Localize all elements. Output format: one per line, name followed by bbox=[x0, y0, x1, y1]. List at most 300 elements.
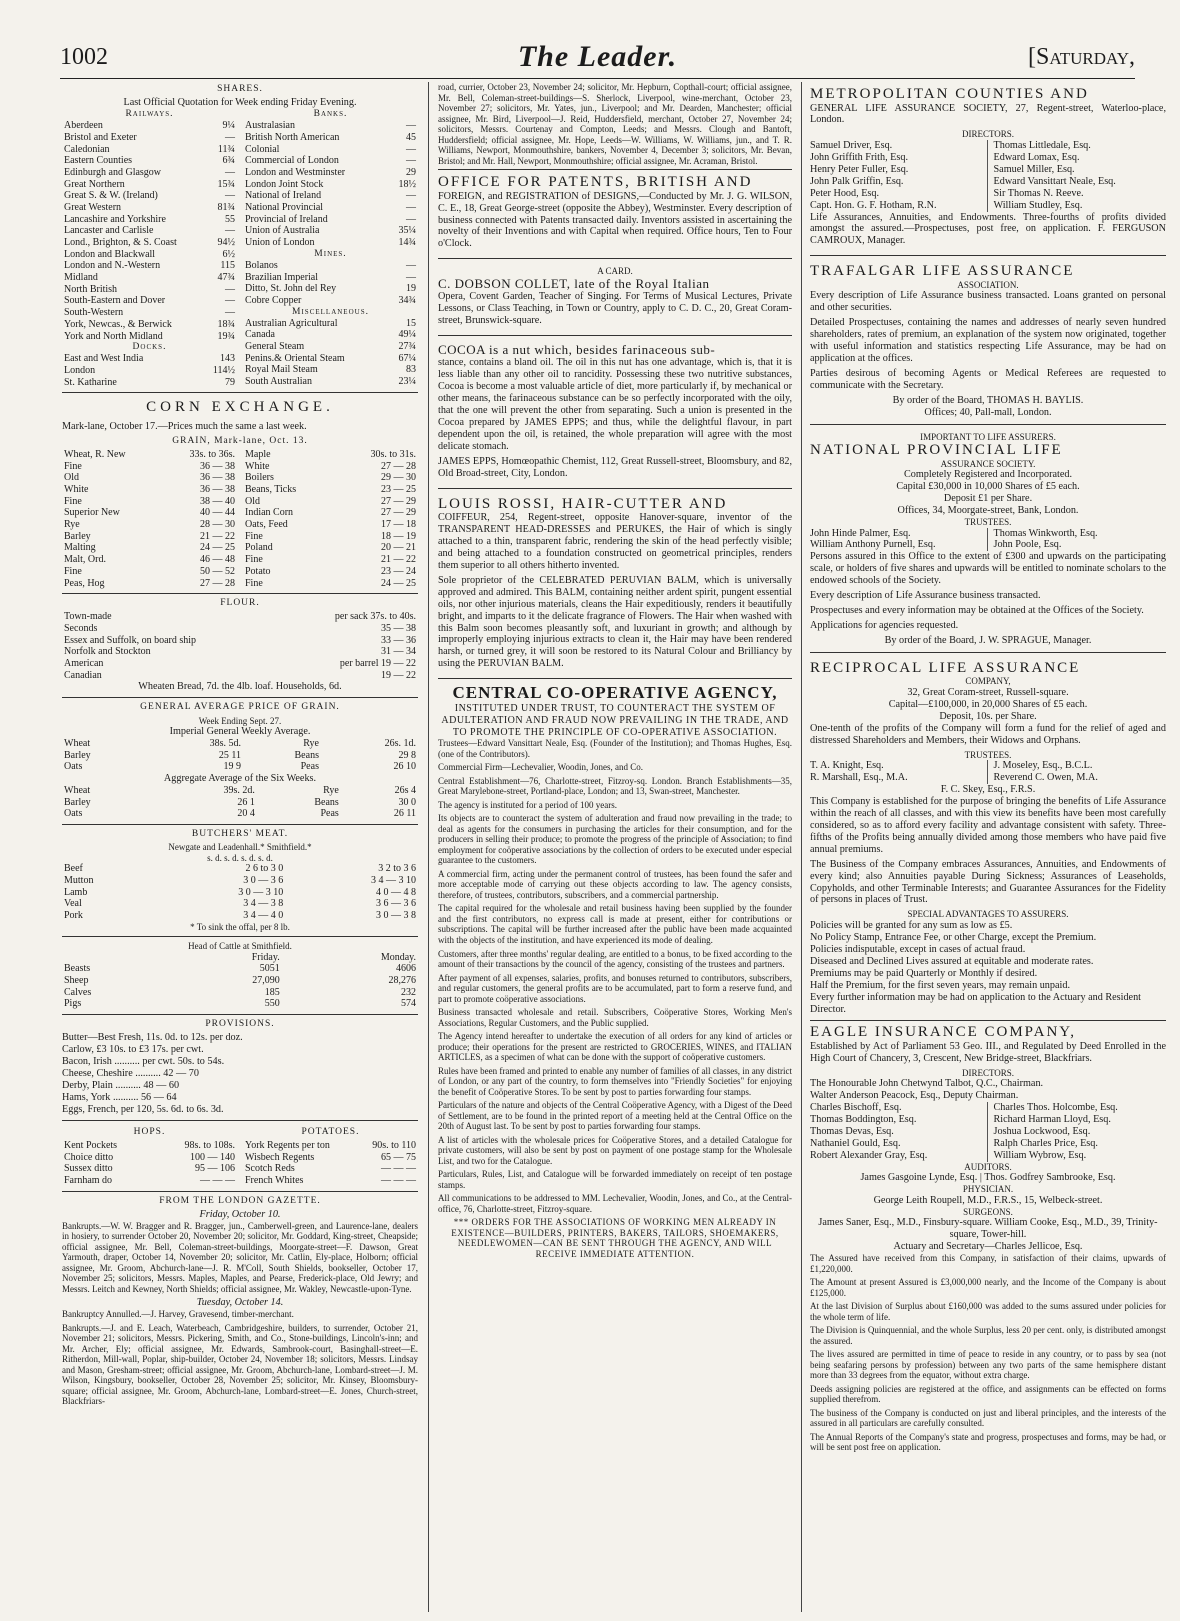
npl-line: Offices, 34, Moorgate-street, Bank, London. bbox=[897, 505, 1079, 517]
railway-share-cell: 18¾ bbox=[217, 318, 235, 330]
cocoa-title: COCOA is a nut which, besides farinaceous sub- bbox=[438, 341, 716, 357]
rossi-ad bbox=[438, 492, 792, 680]
cattle-count-row bbox=[62, 987, 418, 999]
railway-share-cell: 6½ bbox=[222, 248, 235, 260]
railway-share-cell: Midland bbox=[64, 272, 98, 284]
reciprocal-ad bbox=[810, 656, 1166, 1021]
grain-price-row bbox=[243, 496, 418, 508]
grain-price-cell: 36 — 38 bbox=[200, 460, 235, 472]
dock-share-cell: London bbox=[64, 365, 96, 377]
provision-line: Hams, York .......... 56 — 64 bbox=[62, 1091, 177, 1103]
coop-paragraph: Business transacted wholesale and retail. Subscribers, Coöperative Stores, Working Men's Associations, Regular Customers, and the Public supplied. bbox=[438, 1007, 792, 1028]
grain-price-cell: 36 — 38 bbox=[200, 484, 235, 496]
potato-price-row bbox=[243, 1175, 418, 1187]
grain-price-cell: 24 — 25 bbox=[200, 542, 235, 554]
grain-price-cell: 33s. to 36s. bbox=[189, 448, 235, 460]
weekly-average-cell: Rye bbox=[303, 737, 319, 749]
metro-director: Thomas Littledale, Esq. bbox=[993, 139, 1091, 151]
grain-price-cell: 27 — 28 bbox=[200, 577, 235, 589]
railway-share-row bbox=[62, 284, 237, 296]
misc-share-cell: General Steam bbox=[245, 341, 305, 353]
potato-price-cell: 65 — 75 bbox=[381, 1151, 416, 1163]
misc-share-cell: 15 bbox=[406, 317, 416, 329]
grain-table-left bbox=[62, 449, 237, 589]
eagle-auditors: James Gasgoine Lynde, Esq. | Thos. Godfrey Sambrooke, Esq. bbox=[860, 1172, 1116, 1184]
meat-note: * To sink the offal, per 8 lb. bbox=[190, 921, 290, 932]
reciprocal-trustee: R. Marshall, Esq., M.A. bbox=[810, 772, 908, 784]
bank-share-cell: National Provincial bbox=[245, 201, 324, 213]
misc-share-cell: 27¾ bbox=[398, 341, 416, 353]
card-text: Opera, Covent Garden, Teacher of Singing. For Terms of Musical Lectures, Private Lessons, or Class Teaching, in Town or Country, apply to C. D. C., 20, Great Coram-street, Brunswick-square. bbox=[438, 291, 792, 326]
misc-share-cell: 23¼ bbox=[398, 376, 416, 388]
railway-share-cell: London and N.-Western bbox=[64, 260, 161, 272]
railway-share-cell: North British bbox=[64, 283, 118, 295]
dock-share-row bbox=[62, 377, 237, 389]
reciprocal-advantage: Policies indisputable, except in cases of actual fraud. bbox=[810, 943, 1026, 955]
railway-share-row bbox=[62, 167, 237, 179]
column-3 bbox=[810, 82, 1166, 1456]
mine-share-row bbox=[243, 272, 418, 284]
gazette-friday: Friday, October 10. bbox=[199, 1208, 281, 1220]
railway-share-cell: — bbox=[225, 295, 235, 307]
bank-share-cell: 14¾ bbox=[398, 237, 416, 249]
flour-price-cell: 31 — 34 bbox=[381, 646, 416, 658]
railway-share-cell: Great S. & W. (Ireland) bbox=[64, 190, 158, 202]
misc-share-cell: 49¼ bbox=[398, 329, 416, 341]
grain-price-cell: 20 — 21 bbox=[381, 542, 416, 554]
coop-paragraph: Trustees—Edward Vansittart Neale, Esq. (Founder of the Institution); and Thomas Hughes, Esq. (one of the Contributors). bbox=[438, 738, 792, 759]
eagle-chair: The Honourable John Chetwynd Talbot, Q.C., Chairman. bbox=[810, 1078, 1044, 1090]
coop-ad bbox=[438, 683, 792, 1259]
grain-price-row bbox=[62, 542, 237, 554]
potato-price-cell: — — — bbox=[381, 1174, 416, 1186]
corn-intro: Mark-lane, October 17.—Prices much the same a last week. bbox=[62, 420, 307, 432]
cattle-count-cell: Beasts bbox=[64, 963, 91, 975]
banks-heading: Banks. bbox=[313, 109, 348, 120]
potato-price-row bbox=[243, 1140, 418, 1152]
npl-line: Capital £30,000 in 10,000 Shares of £5 each. bbox=[896, 481, 1080, 493]
provisions-list bbox=[62, 1032, 418, 1116]
railway-share-cell: South-Western bbox=[64, 307, 124, 319]
mine-share-cell: — bbox=[406, 259, 416, 271]
bank-share-row bbox=[243, 190, 418, 202]
hops-price-cell: Sussex ditto bbox=[64, 1163, 113, 1175]
avg-aggregate: Aggregate Average of the Six Weeks. bbox=[163, 773, 317, 785]
reciprocal-title: RECIPROCAL LIFE ASSURANCE bbox=[810, 659, 1081, 676]
eagle-paragraph: The Division is Quinquennial, and the whole Surplus, less 20 per cent. only, is distributed amongst the assured. bbox=[810, 1325, 1166, 1346]
cattle-heading: Head of Cattle at Smithfield. bbox=[188, 941, 292, 952]
npl-trustee: Thomas Winkworth, Esq. bbox=[993, 527, 1098, 539]
grain-price-row bbox=[243, 542, 418, 554]
dock-share-cell: 79 bbox=[225, 376, 235, 388]
grain-price-cell: Malting bbox=[64, 542, 96, 554]
meat-price-row bbox=[62, 887, 418, 899]
cattle-count-cell: 27,090 bbox=[252, 975, 280, 987]
misc-share-cell: 83 bbox=[406, 364, 416, 376]
bank-share-row bbox=[243, 225, 418, 237]
reciprocal-sub: COMPANY, bbox=[965, 676, 1011, 687]
bank-share-cell: British North American bbox=[245, 131, 340, 143]
grain-price-row bbox=[62, 496, 237, 508]
provisions-heading: PROVISIONS. bbox=[205, 1019, 275, 1030]
metro-title: METROPOLITAN COUNTIES AND bbox=[810, 86, 1089, 102]
meat-price-row bbox=[62, 910, 418, 922]
railway-share-cell: London and Blackwall bbox=[64, 248, 156, 260]
misc-heading: Miscellaneous. bbox=[292, 306, 369, 317]
grain-price-row bbox=[62, 461, 237, 473]
bank-share-cell: 45 bbox=[406, 131, 416, 143]
bank-share-cell: Union of Australia bbox=[245, 225, 320, 237]
grain-price-cell: Wheat, R. New bbox=[64, 448, 126, 460]
dock-share-cell: St. Katharine bbox=[64, 376, 117, 388]
reciprocal-trustees-head: TRUSTEES. bbox=[964, 749, 1012, 760]
flour-price-cell: Essex and Suffolk, on board ship bbox=[64, 634, 197, 646]
dock-share-cell: 143 bbox=[220, 353, 235, 365]
docks-heading: Docks. bbox=[132, 342, 167, 353]
grain-price-row bbox=[243, 461, 418, 473]
grain-price-cell: 21 — 22 bbox=[200, 530, 235, 542]
corn-heading: CORN EXCHANGE. bbox=[146, 399, 334, 416]
metro-director: Capt. Hon. G. F. Hotham, R.N. bbox=[810, 199, 937, 211]
hops-price-cell: Choice ditto bbox=[64, 1151, 114, 1163]
railway-share-cell: 55 bbox=[225, 213, 235, 225]
misc-share-row bbox=[243, 318, 418, 330]
meat-price-cell: Beef bbox=[64, 863, 83, 875]
bank-share-row bbox=[243, 132, 418, 144]
railway-share-cell: 6¾ bbox=[222, 155, 235, 167]
weekly-average-cell: Oats bbox=[64, 761, 83, 773]
eagle-director: Richard Harman Lloyd, Esq. bbox=[993, 1114, 1111, 1126]
hops-price-cell: 95 — 106 bbox=[195, 1163, 235, 1175]
flour-price-cell: Norfolk and Stockton bbox=[64, 646, 151, 658]
grain-price-cell: 40 — 44 bbox=[200, 507, 235, 519]
reciprocal-line: Deposit, 10s. per Share. bbox=[939, 710, 1037, 722]
provision-line: Eggs, French, per 120, 5s. 6d. to 6s. 3d. bbox=[62, 1103, 224, 1115]
eagle-director: Thomas Devas, Esq. bbox=[810, 1126, 894, 1138]
reciprocal-para: One-tenth of the profits of the Company will form a fund for the relief of aged and distressed Shareholders and Members, their Widows and Orphans. bbox=[810, 722, 1166, 746]
grain-price-cell: Old bbox=[64, 472, 79, 484]
grain-price-row bbox=[243, 554, 418, 566]
cattle-count-cell: 185 bbox=[264, 986, 280, 998]
grain-price-cell: 46 — 48 bbox=[200, 554, 235, 566]
bank-share-row bbox=[243, 120, 418, 132]
metro-director: Sir Thomas N. Reeve. bbox=[993, 187, 1084, 199]
six-week-average-cell: Beans bbox=[314, 796, 339, 808]
gazette-tuesday-text2: Bankrupts.—J. and E. Leach, Waterbeach, Cambridgeshire, builders, to surrender, October 21, November 21; solicitors, Messrs. Pickering, Smith, and Co., Stone-buildings, Lincoln's-inn; and Mr. Archer, Ely; official assignee, Mr. Edwards, Sambrook-court, Basinghall-street—E. Ritherdon, Mill-wall, Poplar, ship-builder, October 24, November 18; solicitors, Messrs. Lindsay and Mason, Gresham-street; official assignee, Mr. Groom, Abchurch-lane, Lombard-street—J. M. Wilson, Kingsbury, bookseller, October 28, November 25; solicitor, Mr. Kinsey, Bloomsbury-square; official assignee, Mr. Groom, Abchurch-lane, Lombard-street—E. Jones, Church-street, Blackfriars- bbox=[62, 1322, 418, 1407]
railway-share-row bbox=[62, 190, 237, 202]
hops-heading: HOPS. bbox=[133, 1126, 166, 1137]
railway-share-cell: 15¾ bbox=[217, 178, 235, 190]
patents-text: FOREIGN, and REGISTRATION of DESIGNS,—Conducted by Mr. J. G. WILSON, C. E., 18, Great George-street (opposite the Abbey), Westminster. Every description of business connected with Patents transacted daily. Inventors assisted in ascertaining the novelty of their Inventions and with Capital when required. Office hours, Ten to Four o'Clock. bbox=[438, 190, 792, 250]
npl-paragraph: Persons assured in this Office to the extent of £300 and upwards on the participating scale, or holders of five shares and upwards will be entitled to nominate scholars to the endowed schools of the Society. bbox=[810, 551, 1166, 587]
misc-share-cell: Australian Agricultural bbox=[245, 317, 338, 329]
weekly-average-cell: 19 9 bbox=[223, 761, 242, 773]
railway-share-row bbox=[62, 295, 237, 307]
eagle-ad bbox=[810, 1024, 1166, 1452]
hops-price-row bbox=[62, 1152, 237, 1164]
page-number: 1002 bbox=[60, 44, 108, 70]
gazette-tuesday: Tuesday, October 14. bbox=[196, 1297, 284, 1309]
mine-share-cell: 34¾ bbox=[398, 294, 416, 306]
eagle-paragraph: The Amount at present Assured is £3,000,000 nearly, and the Income of the Company is about £125,000. bbox=[810, 1277, 1166, 1298]
coop-paragraph: A list of articles with the wholesale prices for Coöperative Stores, and a detailed Catalogue for private customers, will also be sent by post on payment of one postage stamp for the Wholesale List, and two for the Catalogue. bbox=[438, 1134, 792, 1166]
grain-price-cell: Superior New bbox=[64, 507, 120, 519]
npl-trustee: John Hinde Palmer, Esq. bbox=[810, 527, 911, 539]
coop-paragraph: The capital required for the wholesale and retail business having been supplied by the founder and the first contributors, no express call is made at present, either for contributions or subscriptions. The capital will be further increased after the public have been made acquainted with the objects of the institution, and have experienced its mode of dealing. bbox=[438, 903, 792, 945]
avg-imperial: Imperial General Weekly Average. bbox=[169, 726, 311, 738]
meat-price-cell: 3 0 — 3 8 bbox=[376, 909, 416, 921]
railway-share-cell: Lond., Brighton, & S. Coast bbox=[64, 237, 177, 249]
eagle-title: EAGLE INSURANCE COMPANY, bbox=[810, 1024, 1076, 1041]
eagle-paragraph: The Assured have received from this Company, in satisfaction of their claims, upwards of £1,220,000. bbox=[810, 1253, 1166, 1274]
misc-table bbox=[243, 318, 418, 388]
meat-price-cell: 3 2 to 3 6 bbox=[378, 863, 416, 875]
reciprocal-line: 32, Great Coram-street, Russell-square. bbox=[907, 686, 1069, 698]
npl-sub: ASSURANCE SOCIETY. bbox=[940, 458, 1036, 469]
cattle-header-row bbox=[62, 952, 418, 964]
potato-price-cell: York Regents per ton bbox=[245, 1139, 330, 1151]
column-1 bbox=[62, 82, 418, 1410]
weekly-average-cell: 26 10 bbox=[393, 761, 416, 773]
npl-line: Deposit £1 per Share. bbox=[943, 493, 1033, 505]
trafalgar-paragraph: Detailed Prospectuses, containing the names and addresses of nearly seven hundred shareholders, rates of premium, an explanation of the system now originated, together with useful information and statistics respecting Life Assurance, may be had on application at the offices. bbox=[810, 317, 1166, 365]
railway-share-row bbox=[62, 260, 237, 272]
cattle-count-cell: 4606 bbox=[396, 963, 416, 975]
provision-line: Cheese, Cheshire .......... 42 — 70 bbox=[62, 1068, 199, 1079]
eagle-text: Established by Act of Parliament 53 Geo. III., and Regulated by Deed Enrolled in the High Court of Chancery, 3, Crescent, New Bridge-street, Blackfriars. bbox=[810, 1040, 1166, 1064]
six-week-average-cell: 26s 4 bbox=[394, 784, 416, 796]
six-week-average-row bbox=[62, 785, 418, 797]
reciprocal-paragraph: The Business of the Company embraces Assurances, Annuities, and Endowments of every kind; also Annuities payable During Sickness; Assurances of Leaseholds, Copyholds, and other Terminable Interests; and Guarantee Assurances for the Fidelity of persons in places of Trust. bbox=[810, 858, 1166, 906]
grain-price-cell: 50 — 52 bbox=[200, 565, 235, 577]
meat-price-cell: 3 4 — 3 8 bbox=[243, 898, 284, 910]
railway-share-cell: South-Eastern and Dover bbox=[64, 295, 166, 307]
bread-price: Wheaten Bread, 7d. the 4lb. loaf. Households, 6d. bbox=[138, 681, 342, 693]
mine-share-cell: Brazilian Imperial bbox=[245, 271, 319, 283]
flour-price-row bbox=[62, 658, 418, 670]
misc-share-row bbox=[243, 364, 418, 376]
weekly-average-row bbox=[62, 761, 418, 773]
weekly-average-row bbox=[62, 738, 418, 750]
eagle-director: Joshua Lockwood, Esq. bbox=[993, 1126, 1091, 1138]
grain-price-cell: Oats, Feed bbox=[245, 519, 288, 531]
railways-heading: Railways. bbox=[125, 109, 174, 120]
grain-price-cell: Peas, Hog bbox=[64, 577, 105, 589]
reciprocal-trustee: J. Moseley, Esq., B.C.L. bbox=[993, 760, 1093, 772]
flour-heading: FLOUR. bbox=[220, 598, 260, 609]
six-week-average-cell: 26 11 bbox=[393, 808, 416, 820]
railway-share-cell: Eastern Counties bbox=[64, 155, 133, 167]
eagle-paragraph: The business of the Company is conducted on just and liberal principles, and the interests of the assured in all particulars are carefully consulted. bbox=[810, 1407, 1166, 1429]
six-week-average-cell: 20 4 bbox=[237, 808, 255, 820]
railway-share-row bbox=[62, 132, 237, 144]
mine-share-row bbox=[243, 283, 418, 295]
railway-share-row bbox=[62, 225, 237, 237]
weekly-average-cell: Peas bbox=[300, 761, 319, 773]
meat-price-cell: 3 0 — 3 6 bbox=[243, 874, 284, 886]
eagle-deputy: Walter Anderson Peacock, Esq., Deputy Chairman. bbox=[810, 1090, 1019, 1102]
trafalgar-office: Offices; 40, Pall-mall, London. bbox=[924, 406, 1052, 418]
flour-price-cell: per barrel 19 — 22 bbox=[339, 658, 416, 670]
six-week-average-cell: Wheat bbox=[64, 784, 91, 796]
shares-tables bbox=[62, 109, 418, 388]
railway-share-cell: 94½ bbox=[217, 237, 235, 249]
railway-share-row bbox=[62, 319, 237, 331]
railway-share-row bbox=[62, 249, 237, 261]
metro-director: Edward Vansittart Neale, Esq. bbox=[993, 175, 1116, 187]
railway-share-row bbox=[62, 331, 237, 343]
potato-price-cell: Wisbech Regents bbox=[245, 1151, 315, 1163]
provision-line: Carlow, £3 10s. to £3 17s. per cwt. bbox=[62, 1044, 204, 1056]
rossi-text2: Sole proprietor of the CELEBRATED PERUVIAN BALM, which is universally approved and admired. This BALM, containing neither ardent spirit, pungent essential oils, nor other injurious materials, cleans the Hair expeditiously, renders it beautifully bright, and imparts to it the delicate fragrance of Flowers. The Hair when washed with this Balm soon becomes pleasantly soft, and luxuriant in growth; and although by improperly employing injurious extracts to clean it, the Hair may have been rendered harsh, or turned grey, it will soon be restored to its Natural Colour and Brilliancy by using the PERUVIAN BALM. bbox=[438, 574, 792, 670]
grain-price-cell: White bbox=[245, 460, 270, 472]
shares-heading: SHARES. bbox=[217, 84, 263, 94]
npl-trustees-head: TRUSTEES. bbox=[964, 517, 1012, 527]
bank-share-row bbox=[243, 179, 418, 191]
grain-price-cell: White bbox=[64, 484, 89, 496]
metro-ad bbox=[810, 82, 1166, 256]
railway-share-cell: 19¾ bbox=[217, 330, 235, 342]
weekly-average-cell: Barley bbox=[64, 749, 91, 761]
grain-price-cell: 18 — 19 bbox=[381, 530, 416, 542]
grain-price-cell: Boilers bbox=[245, 472, 274, 484]
hops-price-cell: — — — bbox=[200, 1174, 235, 1186]
misc-share-row bbox=[243, 353, 418, 365]
eagle-physician: George Leith Roupell, M.D., F.R.S., 15, Welbeck-street. bbox=[873, 1194, 1103, 1206]
newspaper-title: The Leader. bbox=[517, 40, 678, 73]
metro-director: John Griffith Frith, Esq. bbox=[810, 151, 909, 163]
cattle-count-cell: 5051 bbox=[259, 963, 280, 975]
bank-share-row bbox=[243, 202, 418, 214]
eagle-director: Thomas Boddington, Esq. bbox=[810, 1114, 917, 1126]
six-week-average-cell: 30 0 bbox=[398, 796, 416, 808]
eagle-paragraph: Deeds assigning policies are registered at the office, and assignments can be effected on forms supplied therefrom. bbox=[810, 1383, 1166, 1405]
railway-share-cell: Great Northern bbox=[64, 178, 125, 190]
rossi-text: COIFFEUR, 254, Regent-street, opposite Hanover-square, inventor of the TRANSPARENT HEAD-DRESSES and PERUKES, the Hair of which is singly attached to a thin, transparent fabric, rendering the skin of the head perfectly visible; and being attached to a foundation constructed on geometrical principles, renders them superior to all others hitherto invented. bbox=[438, 512, 792, 571]
cattle-table bbox=[62, 952, 418, 1010]
flour-price-row bbox=[62, 623, 418, 635]
patents-ad bbox=[438, 169, 792, 259]
eagle-auditors-head: AUDITORS. bbox=[964, 1161, 1012, 1172]
flour-table bbox=[62, 611, 418, 681]
trafalgar-title: TRAFALGAR LIFE ASSURANCE bbox=[810, 263, 1075, 280]
meat-units: s. d. s. d. s. d. s. d. bbox=[207, 852, 273, 863]
railway-share-cell: — bbox=[225, 283, 235, 295]
bank-share-cell: 29 bbox=[406, 166, 416, 178]
cattle-count-row bbox=[62, 998, 418, 1010]
potatoes-table bbox=[243, 1140, 418, 1187]
gazette-friday-text: Bankrupts.—W. W. Bragger and R. Bragger, jun., Camberwell-green, and Laurence-lane, dealers in hosiery, to surrender October 20, November 20; solicitor, Mr. Goddard, King-street, Cheapside; official assignee, Mr. Bell, Coleman-street-buildings, Moorgate-street—F. Dawson, Great Yarmouth, draper, October 14, November 20; solicitor, Mr. Catlin, Ely-place, Holborn; official assignee, Mr. Groom, Abchurch-lane—J. R. M'Coll, South Shields, bookseller, October 17, November 25; solicitors, Messrs. Maples, Maples, and Pearse, Frederick-place, Old Jewry; and Messrs. Leitch and Kewney, North Shields; official assignee, Mr. Wakley, Newcastle-upon-Tyne. bbox=[62, 1220, 418, 1294]
reciprocal-advantage: Every further information may be had on application to the Actuary and Resident Director. bbox=[810, 991, 1141, 1015]
grain-price-cell: 23 — 24 bbox=[381, 565, 416, 577]
weekly-average-cell: Beans bbox=[294, 749, 319, 761]
coop-paragraphs bbox=[438, 738, 792, 1214]
bank-share-cell: — bbox=[406, 155, 416, 167]
railway-share-cell: 9¼ bbox=[222, 120, 235, 132]
column-rule bbox=[801, 82, 802, 1612]
coop-paragraph: Commercial Firm—Lechevalier, Woodin, Jones, and Co. bbox=[438, 762, 643, 773]
grain-price-cell: Poland bbox=[245, 542, 273, 554]
dock-share-row bbox=[62, 365, 237, 377]
railway-share-cell: — bbox=[225, 131, 235, 143]
railways-table bbox=[62, 120, 237, 342]
trafalgar-paragraph: Parties desirous of becoming Agents or Medical Referees are requested to communicate with the Secretary. bbox=[810, 367, 1166, 391]
grain-price-row bbox=[62, 554, 237, 566]
cocoa-ad bbox=[438, 339, 792, 489]
coop-paragraph: Customers, after three months' regular dealing, are entitled to a bonus, to be fixed according to the amount of their transactions by the council of the agency, consisting of the trustees and partners. bbox=[438, 948, 792, 970]
six-week-average-cell: Barley bbox=[64, 796, 91, 808]
grain-price-row bbox=[62, 507, 237, 519]
bank-share-cell: London Joint Stock bbox=[245, 178, 324, 190]
grain-price-cell: Fine bbox=[245, 554, 263, 566]
six-week-average-row bbox=[62, 808, 418, 820]
flour-price-cell: Seconds bbox=[64, 623, 98, 635]
misc-share-cell: Royal Mail Steam bbox=[245, 364, 318, 376]
provision-line: Bacon, Irish .......... per cwt. 50s. to 54s. bbox=[62, 1056, 225, 1068]
hops-table bbox=[62, 1140, 237, 1187]
mine-share-row bbox=[243, 260, 418, 272]
grain-price-cell: Fine bbox=[64, 565, 82, 577]
grain-price-row bbox=[243, 507, 418, 519]
misc-share-cell: Canada bbox=[245, 329, 275, 341]
reciprocal-line: Capital—£100,000, in 20,000 Shares of £5 each. bbox=[888, 698, 1088, 710]
metro-director: Edward Lomax, Esq. bbox=[993, 151, 1080, 163]
railway-share-cell: Bristol and Exeter bbox=[64, 131, 137, 143]
reciprocal-paragraph: This Company is established for the purpose of bringing the benefits of Life Assurance within the reach of all classes, and with this view its benefits have been most carefully considered, so as to afford every facility and advantage consistent with safety. Three-fifths of the Profits being annually divided among those members who have paid five annual premiums. bbox=[810, 795, 1166, 855]
six-week-average-row bbox=[62, 797, 418, 809]
grain-price-cell: Rye bbox=[64, 519, 80, 531]
column-2 bbox=[438, 82, 792, 1259]
misc-share-cell: South Australian bbox=[245, 376, 312, 388]
npl-paragraph: Applications for agencies requested. bbox=[810, 620, 959, 632]
railway-share-cell: Edinburgh and Glasgow bbox=[64, 166, 162, 178]
column-rule bbox=[428, 82, 429, 1612]
meat-price-cell: Mutton bbox=[64, 874, 94, 886]
meat-price-cell: 3 4 — 4 0 bbox=[243, 909, 284, 921]
grain-price-row bbox=[62, 484, 237, 496]
six-week-average-cell: 26 1 bbox=[237, 796, 255, 808]
eagle-physician-head: PHYSICIAN. bbox=[962, 1184, 1014, 1195]
meat-price-cell: Veal bbox=[64, 898, 82, 910]
railway-share-row bbox=[62, 179, 237, 191]
cattle-header-cell: Monday. bbox=[380, 951, 416, 963]
flour-price-cell: 33 — 36 bbox=[381, 634, 416, 646]
grain-price-row bbox=[243, 519, 418, 531]
meat-table bbox=[62, 863, 418, 921]
misc-share-cell: Penins.& Oriental Steam bbox=[245, 352, 345, 364]
meat-price-row bbox=[62, 898, 418, 910]
coop-paragraph: Particulars of the nature and objects of the Central Coöperative Agency, with a Digest of the Deed of Settlement, are to be found in the printed report of a meeting held at the Central Office on the 20th of August last. To be sent by post to parties forwarding four stamps. bbox=[438, 1100, 792, 1132]
dock-share-row bbox=[62, 353, 237, 365]
grain-price-cell: Fine bbox=[245, 530, 263, 542]
eagle-director: Nathaniel Gould, Esq. bbox=[810, 1138, 901, 1150]
grain-price-cell: 21 — 22 bbox=[381, 554, 416, 566]
misc-share-row bbox=[243, 329, 418, 341]
meat-price-cell: Pork bbox=[64, 909, 83, 921]
six-week-average-cell: Oats bbox=[64, 808, 83, 820]
railway-share-cell: 11¾ bbox=[217, 143, 235, 155]
railway-share-cell: — bbox=[225, 225, 235, 237]
grain-price-row bbox=[62, 472, 237, 484]
cocoa-text: stance, contains a bland oil. The oil in this nut has one advantage, which is, that it is less liable than any other oil to rancidity. Possessing these two nutritive substances, Cocoa is become a most valuable article of diet, more particularly if, by mechanical or other means, the farinaceous substance can be so perfectly incorporated with the oily, that the one will prevent the other from separating. Such a union is presented in the Cocoa prepared by JAMES EPPS; and thus, while the delightful flavour, in part dependent upon the oil, is retained, the whole preparation will agree with the most delicate stomach. bbox=[438, 357, 792, 452]
mine-share-cell: Cobre Copper bbox=[245, 294, 302, 306]
reciprocal-trustee: Reverend C. Owen, M.A. bbox=[993, 772, 1098, 784]
trafalgar-sub: ASSOCIATION. bbox=[957, 279, 1019, 290]
coop-footer: *** ORDERS FOR THE ASSOCIATIONS OF WORKING MEN ALREADY IN EXISTENCE—BUILDERS, PRINTERS, BAKERS, TAILORS, SHOEMAKERS, NEEDLEWOMEN—CAN BE SENT THROUGH THE AGENCY, AND WILL RECEIVE IMMEDIATE ATTENTION. bbox=[451, 1217, 779, 1259]
potato-price-row bbox=[243, 1152, 418, 1164]
reciprocal-trustee: T. A. Knight, Esq. bbox=[810, 760, 884, 772]
hops-price-cell: 100 — 140 bbox=[190, 1151, 235, 1163]
